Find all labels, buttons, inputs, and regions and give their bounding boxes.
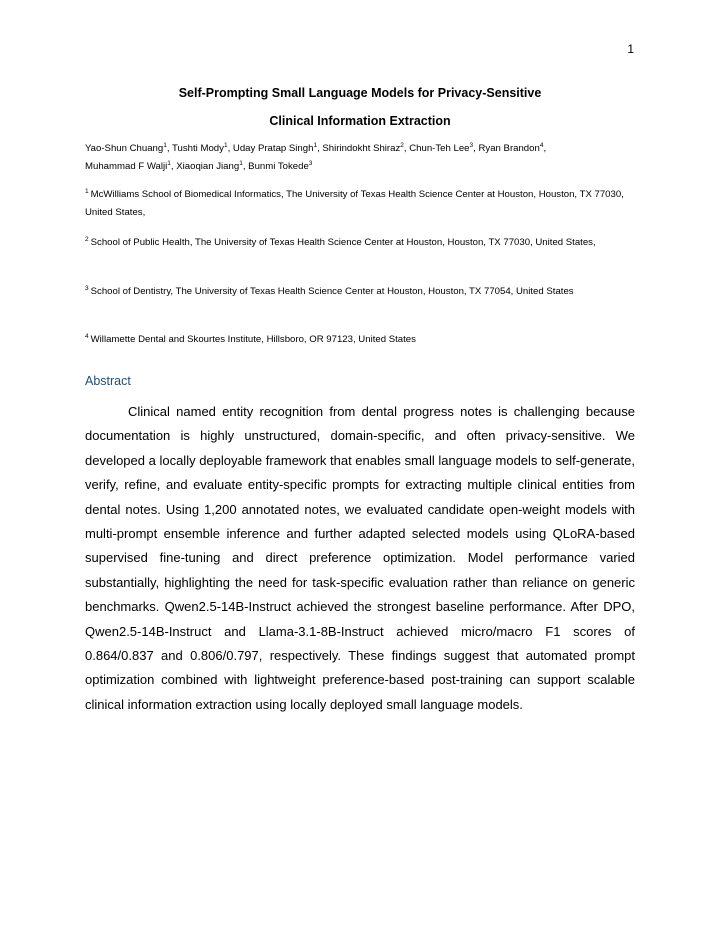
affiliation-3: $^3$ School of Dentistry, The University of Texas Health Science Center at Houston, Houston, TX 77054, United States: [85, 285, 574, 297]
author: Chun-Teh Lee$^3$,: [409, 142, 479, 154]
affiliation-2: $^2$ School of Public Health, The University of Texas Health Science Center at Houston, Houston, TX 77030, United States,: [85, 236, 596, 248]
author: Ryan Brandon$^4$,: [478, 142, 547, 154]
author: Xiaoqian Jiang$^1$,: [176, 160, 249, 172]
author: Tushti Mody$^1$,: [172, 142, 233, 154]
affiliation-4: $^4$ Willamette Dental and Skourtes Institute, Hillsboro, OR 97123, United States: [85, 333, 416, 345]
abstract-heading: Abstract: [85, 374, 131, 388]
affiliation-1: $^1$ McWilliams School of Biomedical Informatics, The University of Texas Health Science Center at Houston, Houston, TX 77030, United States,: [85, 188, 624, 218]
author: Bunmi Tokede$^3$: [248, 160, 313, 172]
author: Shirindokht Shiraz$^2$,: [322, 142, 410, 154]
author-list: [85, 140, 635, 176]
paper-title-line-2: Clinical Information Extraction: [269, 114, 451, 128]
author: Muhammad F Walji$^1$,: [85, 160, 177, 172]
author: Uday Pratap Singh$^1$,: [232, 142, 323, 154]
page-number: 1: [627, 42, 634, 56]
paper-title-line-1: Self-Prompting Small Language Models for Privacy-Sensitive: [178, 86, 542, 100]
author: Yao-Shun Chuang$^1$,: [85, 142, 173, 154]
abstract-body: Clinical named entity recognition from dental progress notes is challenging because documentation is highly unstructured, domain-specific, and often privacy-sensitive. We developed a locally deployable framework that enables small language models to self-generate, verify, refine, and evaluate entity-specific prompts for extracting multiple clinical entities from dental notes. Using 1,200 annotated notes, we evaluated candidate open-weight models with multi-prompt ensemble inference and further adapted selected models using QLoRA-based supervised fine-tuning and direct preference optimization. Model performance varied substantially, highlighting the need for task-specific evaluation rather than reliance on generic benchmarks. Qwen2.5-14B-Instruct achieved the strongest baseline performance. After DPO, Qwen2.5-14B-Instruct and Llama-3.1-8B-Instruct achieved micro/macro F1 scores of 0.864/0.837 and 0.806/0.797, respectively. These findings suggest that automated prompt optimization combined with lightweight preference-based post-training can support scalable clinical information extraction using locally deployed small language models.: [85, 404, 635, 712]
